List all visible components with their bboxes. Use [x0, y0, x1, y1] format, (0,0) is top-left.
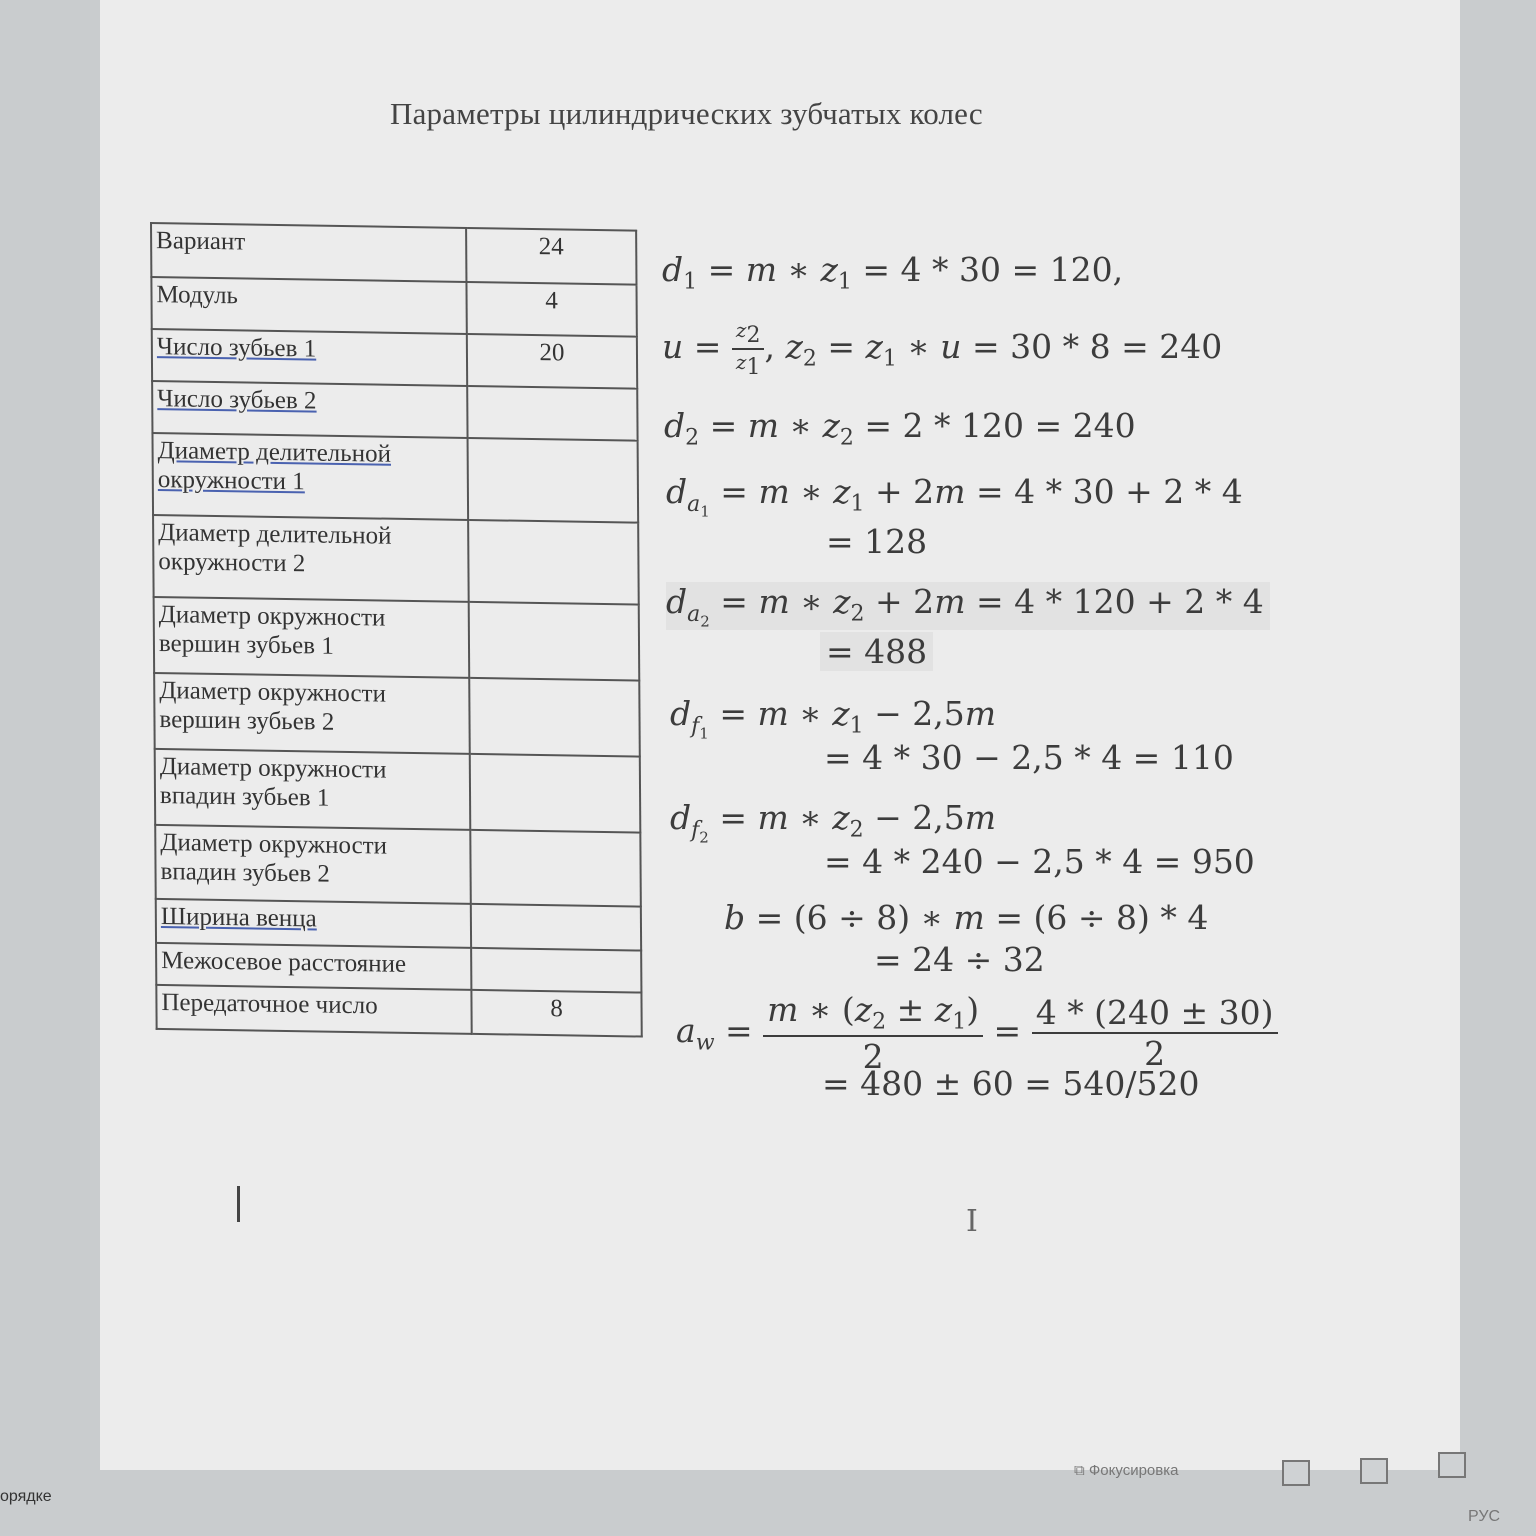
row-value: [469, 678, 640, 757]
equation-df2-line1: − 2,5: [874, 798, 965, 837]
table-row: [155, 749, 641, 833]
equation-b-result: = 24 ÷ 32: [874, 940, 1045, 979]
table-row: [152, 329, 637, 389]
equation-da2-line1: = 4 * 120 + 2 * 4: [975, 582, 1264, 621]
taskbar-text: орядке: [0, 1488, 52, 1505]
table-row: [152, 381, 637, 441]
table-row: [151, 223, 636, 285]
equation-da2-result: = 488: [820, 632, 933, 671]
table-row: [152, 433, 638, 523]
text-cursor: [237, 1186, 240, 1222]
equation-df1-result: = 4 * 30 − 2,5 * 4 = 110: [824, 738, 1234, 777]
parameters-table: [150, 222, 643, 1038]
equation-aw-numerator: 4 * (240 ± 30): [1032, 993, 1278, 1034]
equation-d2-value: = 2 * 120 = 240: [864, 406, 1136, 445]
row-label: Число зубьев 1: [152, 329, 467, 386]
table-row: [155, 825, 641, 907]
language-indicator[interactable]: РУС: [1468, 1508, 1501, 1525]
focus-label: Фокусировка: [1088, 1462, 1179, 1479]
row-value: [468, 520, 639, 605]
equation-d1-value: = 4 * 30 = 120,: [862, 250, 1124, 289]
row-value: [471, 948, 641, 993]
row-label: Число зубьев 2: [152, 381, 467, 438]
table-row: [156, 899, 641, 951]
row-label: Диаметр окружности впадин зубьев 2: [155, 825, 471, 904]
equation-b: b = (6 ÷ 8) ∗ m = (6 ÷ 8) * 4: [724, 898, 1209, 937]
equation-b-line1: = (6 ÷ 8) * 4: [995, 898, 1209, 937]
row-value: 24: [466, 228, 636, 285]
row-label: Модуль: [151, 277, 466, 334]
row-label: Передаточное число: [156, 985, 471, 1034]
equation-da1-result: = 128: [826, 522, 928, 561]
table-row: [151, 277, 636, 337]
row-label: Ширина венца: [156, 899, 471, 948]
row-label: Межосевое расстояние: [156, 943, 471, 990]
print-layout-icon[interactable]: [1360, 1458, 1388, 1484]
row-label: Вариант: [151, 223, 466, 282]
equation-da1: $d_{a_1} = m$ ∗ $z_1 + 2m = 4 * 30 + 2 * 4$: [666, 472, 1243, 520]
table-row: [156, 985, 641, 1037]
row-value: 4: [466, 282, 636, 337]
equation-df1: $d_{f_1} = m$ ∗ $z_1 - 2,5m$: [670, 694, 996, 742]
equation-d1: $d_1 = m$ ∗ $z_1 = 4 * 30 = 120$,: [662, 250, 1124, 295]
row-value: [471, 904, 641, 951]
equation-u-value: = 30 * 8 = 240: [972, 327, 1223, 366]
equation-aw-result: = 480 ± 60 = 540/520: [822, 1064, 1200, 1103]
ibeam-cursor-icon: I: [966, 1204, 978, 1239]
page-title: Параметры цилиндрических зубчатых колес: [390, 96, 983, 131]
equation-da2: $d_{a_2} = m$ ∗ $z_2 + 2m = 4 * 120 + 2 * 4$: [666, 582, 1270, 630]
row-label: Диаметр окружности впадин зубьев 1: [155, 749, 471, 830]
equation-d2: $d_2 = m$ ∗ $z_2 = 2 * 120 = 240$: [664, 406, 1136, 451]
web-layout-icon[interactable]: [1438, 1452, 1466, 1478]
equation-df1-line1: − 2,5: [874, 694, 965, 733]
equation-df2-result: = 4 * 240 − 2,5 * 4 = 950: [824, 842, 1255, 881]
row-value: 8: [471, 990, 641, 1037]
row-value: [467, 386, 637, 441]
table-row: [153, 515, 639, 605]
equation-df2: $d_{f_2} = m$ ∗ $z_2 - 2,5m$: [670, 798, 996, 846]
focus-icon: ⧉: [1074, 1462, 1085, 1479]
row-value: 20: [467, 334, 637, 389]
row-value: [470, 754, 641, 833]
row-value: [468, 438, 639, 523]
row-value: [470, 830, 641, 907]
row-label: Диаметр делительной окружности 2: [153, 515, 469, 602]
equation-u: u = $\frac{z_2}{z_1}$ , $z_2 = z_1$ ∗ u = 30 * 8 = 240: [662, 318, 1223, 380]
row-label: Диаметр делительной окружности 1: [152, 433, 468, 520]
row-label: Диаметр окружности вершин зубьев 2: [154, 673, 470, 754]
equation-da1-line1: = 4 * 30 + 2 * 4: [975, 472, 1243, 511]
row-label: Диаметр окружности вершин зубьев 1: [154, 597, 470, 678]
read-mode-icon[interactable]: [1282, 1460, 1310, 1486]
equation-aw-denominator: 2: [1144, 1033, 1166, 1073]
table-row: [154, 673, 640, 757]
row-value: [469, 602, 640, 681]
equation-aw: $a_w$ = $\frac{m ∗ (z_2 \pm z_1)}{2}$ = $\frac{4 * (240 \pm 30)}{2}$: [676, 990, 1278, 1076]
focus-button[interactable]: [1074, 1462, 1178, 1479]
table-row: [154, 597, 640, 681]
